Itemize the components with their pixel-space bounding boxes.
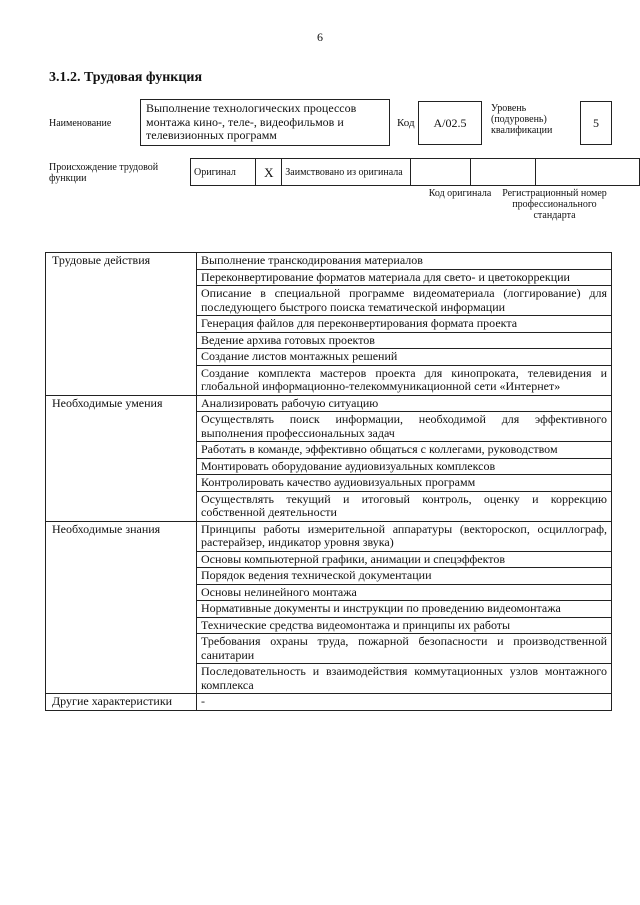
section-item: Контролировать качество аудиовизуальных программ [197, 475, 612, 492]
registration-number-caption: Регистрационный номер профессионального стандарта [502, 188, 607, 221]
section-category: Необходимые умения [46, 395, 197, 521]
origin-label: Происхождение трудовой функции [49, 162, 159, 184]
section-item: Порядок ведения технической документации [197, 568, 612, 585]
section-item: Выполнение транскодирования материалов [197, 253, 612, 270]
section-category: Другие характеристики [46, 694, 197, 711]
origin-original-mark: X [256, 159, 282, 186]
section-item: Анализировать рабочую ситуацию [197, 395, 612, 412]
origin-table [190, 158, 640, 186]
section-item: Осуществлять текущий и итоговый контроль, оценку и коррекцию собственной деятельности [197, 491, 612, 521]
section-item: Монтировать оборудование аудиовизуальных комплексов [197, 458, 612, 475]
section-item: - [197, 694, 612, 711]
section-item: Работать в команде, эффективно общаться с коллегами, руководством [197, 442, 612, 459]
section-item: Принципы работы измерительной аппаратуры (вектороскоп, осциллограф, растерайзер, индикатор уровня звука) [197, 521, 612, 551]
function-code: A/02.5 [418, 101, 482, 145]
qualification-level-label: Уровень (подуровень) квалификации [491, 103, 553, 136]
section-item: Создание листов монтажных решений [197, 349, 612, 366]
section-item: Последовательность и взаимодействия коммутационных узлов монтажного комплекса [197, 664, 612, 694]
origin-borrowed-mark [410, 159, 470, 186]
section-item: Осуществлять поиск информации, необходимой для эффективного выполнения профессиональных задач [197, 412, 612, 442]
origin-code-caption: Код оригинала [428, 188, 492, 199]
table-row [46, 694, 612, 711]
qualification-level: 5 [580, 101, 612, 145]
section-item: Требования охраны труда, пожарной безопасности и производственной санитарии [197, 634, 612, 664]
table-row [46, 521, 612, 551]
section-item: Основы нелинейного монтажа [197, 584, 612, 601]
origin-borrowed-label: Заимствовано из оригинала [282, 159, 410, 186]
section-item: Описание в специальной программе видеоматериала (логгирование) для последующего быстрого поиска тематической информации [197, 286, 612, 316]
origin-code-cell [471, 159, 536, 186]
origin-original-label: Оригинал [191, 159, 256, 186]
function-name: Выполнение технологических процессов монтажа кино-, теле-, видеофильмов и телевизионных программ [140, 99, 390, 146]
section-item: Ведение архива готовых проектов [197, 332, 612, 349]
section-title: 3.1.2. Трудовая функция [49, 70, 203, 85]
section-item: Технические средства видеомонтажа и принципы их работы [197, 617, 612, 634]
section-category: Трудовые действия [46, 253, 197, 396]
section-item: Генерация файлов для переконвертирования формата проекта [197, 316, 612, 333]
function-details-table [45, 252, 612, 711]
section-item: Переконвертирование форматов материала для свето- и цветокоррекции [197, 269, 612, 286]
table-row [46, 253, 612, 270]
section-item: Нормативные документы и инструкции по проведению видеомонтажа [197, 601, 612, 618]
section-category: Необходимые знания [46, 521, 197, 694]
page-number: 6 [317, 30, 323, 44]
code-label: Код [397, 117, 415, 129]
section-item: Основы компьютерной графики, анимации и спецэффектов [197, 551, 612, 568]
origin-reg-cell [536, 159, 640, 186]
name-label: Наименование [49, 118, 112, 129]
table-row [46, 395, 612, 412]
section-item: Создание комплекта мастеров проекта для кинопроката, телевидения и глобальной информационно-телекоммуникационной сети «Интернет» [197, 365, 612, 395]
